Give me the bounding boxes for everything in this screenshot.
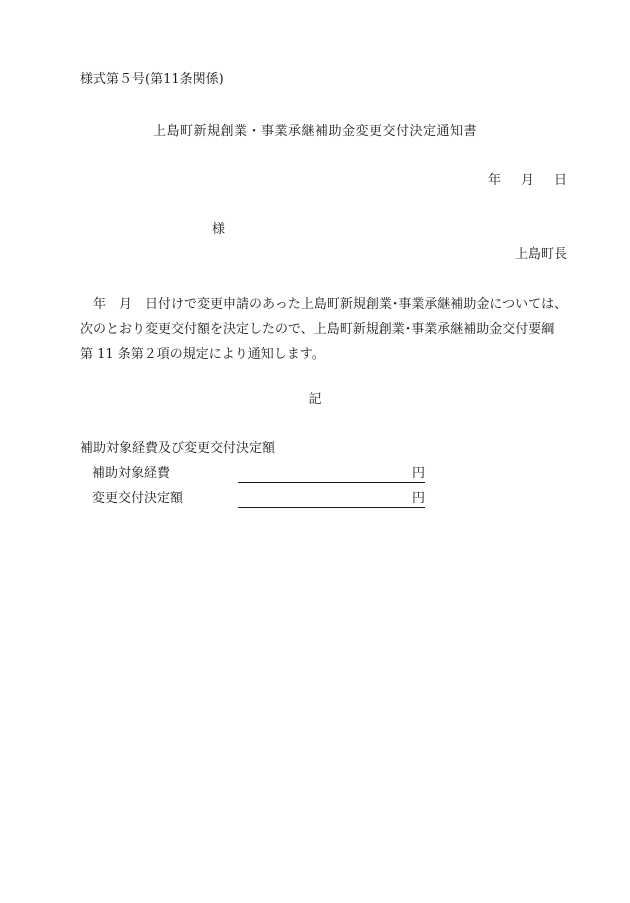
date-line [488,174,567,187]
ki-marker: 記 [308,392,322,407]
body-line-2: 次のとおり変更交付額を決定したので、上島町新規創業･事業承継補助金交付要綱 [80,322,555,337]
body-text [80,292,568,367]
body-line-3: 第 11 条第２項の規定により通知します。 [80,347,325,362]
addressee-honorific: 様 [212,222,226,237]
date-year: 年 [487,173,501,188]
unit-yen: 円 [411,491,425,506]
date-month: 月 [520,173,534,188]
date-day: 日 [553,173,567,188]
amount-line-subsidy-expenses [238,467,425,483]
unit-yen: 円 [411,466,425,481]
form-number: 様式第５号(第11条関係) [80,72,224,87]
row-label-subsidy-expenses: 補助対象経費 [92,466,171,481]
amount-line-changed-grant-amount [238,492,425,508]
issuer-name: 上島町長 [514,247,567,262]
document-title: 上島町新規創業・事業承継補助金変更交付決定通知書 [152,124,477,139]
section-heading: 補助対象経費及び変更交付決定額 [80,441,276,456]
body-line-1: 年 月 日付けで変更申請のあった上島町新規創業･事業承継補助金については、 [80,297,568,312]
row-label-changed-grant-amount: 変更交付決定額 [92,491,184,506]
